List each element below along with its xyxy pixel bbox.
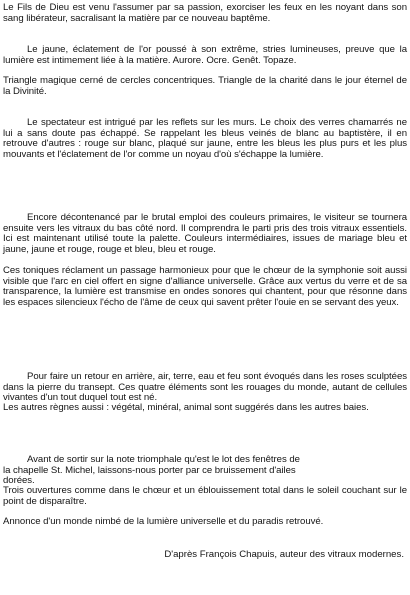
paragraph-intro: Le Fils de Dieu est venu l'assumer par sa passion, exorciser les feux en les noyant dans son sang libérateur, sacralisant la matière par ce nouveau baptême. bbox=[3, 2, 407, 24]
paragraph-chapel: Avant de sortir sur la note triomphale qu'est le lot des fenêtres de la chapelle St. Michel, laissons-nous porter par ce bruissement d'ailes dorées. bbox=[3, 454, 300, 487]
paragraph-yellow: Le jaune, éclatement de l'or poussé à son extrême, stries lumineuses, preuve que la lumière est intimement liée à la matière. Aurore. Ocre. Genêt. Topaze. bbox=[3, 44, 407, 66]
paragraph-announcement: Annonce d'un monde nimbé de la lumière universelle et du paradis retrouvé. bbox=[3, 516, 324, 527]
paragraph-visitor: Encore décontenancé par le brutal emploi des couleurs primaires, le visiteur se tournera ensuite vers les vitraux du bas côté nord. Il comprendra le parti pris des trois vitraux essentiels. Ici est maintenant utilisé toute la palette. Couleurs intermédiaires, issues de mariage bleu et jaune, jaune et rouge, rouge et bleu, bleu et rouge. bbox=[3, 212, 407, 255]
paragraph-spectator: Le spectateur est intrigué par les reflets sur les murs. Le choix des verres chamarrés ne lui a sans doute pas échappé. Se rappelant les bleus veinés de blanc au baptistère, il en retrouve d'autres : rouge sur blanc, plaqué sur jaune, entre les bleus les plus purs et les plus mouvants et l'éclatement de l'or comme un noyau d'où s'échappe la lumière. bbox=[3, 117, 407, 160]
paragraph-triangle: Triangle magique cerné de cercles concentriques. Triangle de la charité dans le jour éternel de la Divinité. bbox=[3, 75, 407, 97]
paragraph-realms: Les autres règnes aussi : végétal, minéral, animal sont suggérés dans les autres baies. bbox=[3, 402, 369, 413]
paragraph-openings: Trois ouvertures comme dans le chœur et un éblouissement total dans le soleil couchant sur le point de disparaître. bbox=[3, 485, 407, 507]
paragraph-elements: Pour faire un retour en arrière, air, terre, eau et feu sont évoqués dans les roses sculptées dans la pierre du transept. Ces quatre éléments sont les rouages du monde, autant de cellules vivantes d'un tout duquel tout est né. bbox=[3, 371, 407, 404]
paragraph-tonics: Ces toniques réclament un passage harmonieux pour que le chœur de la symphonie soit aussi visible que l'arc en ciel offert en signe d'alliance universelle. Grâce aux vertus du verre et de sa transparence, la lumière est transmise en ondes sonores qui chantent, pour que résonne dans les espaces silencieux l'écho de l'âme de ceux qui savent prêter l'ouie en se servant des yeux. bbox=[3, 265, 407, 308]
signature: D'après François Chapuis, auteur des vitraux modernes. bbox=[164, 549, 404, 560]
